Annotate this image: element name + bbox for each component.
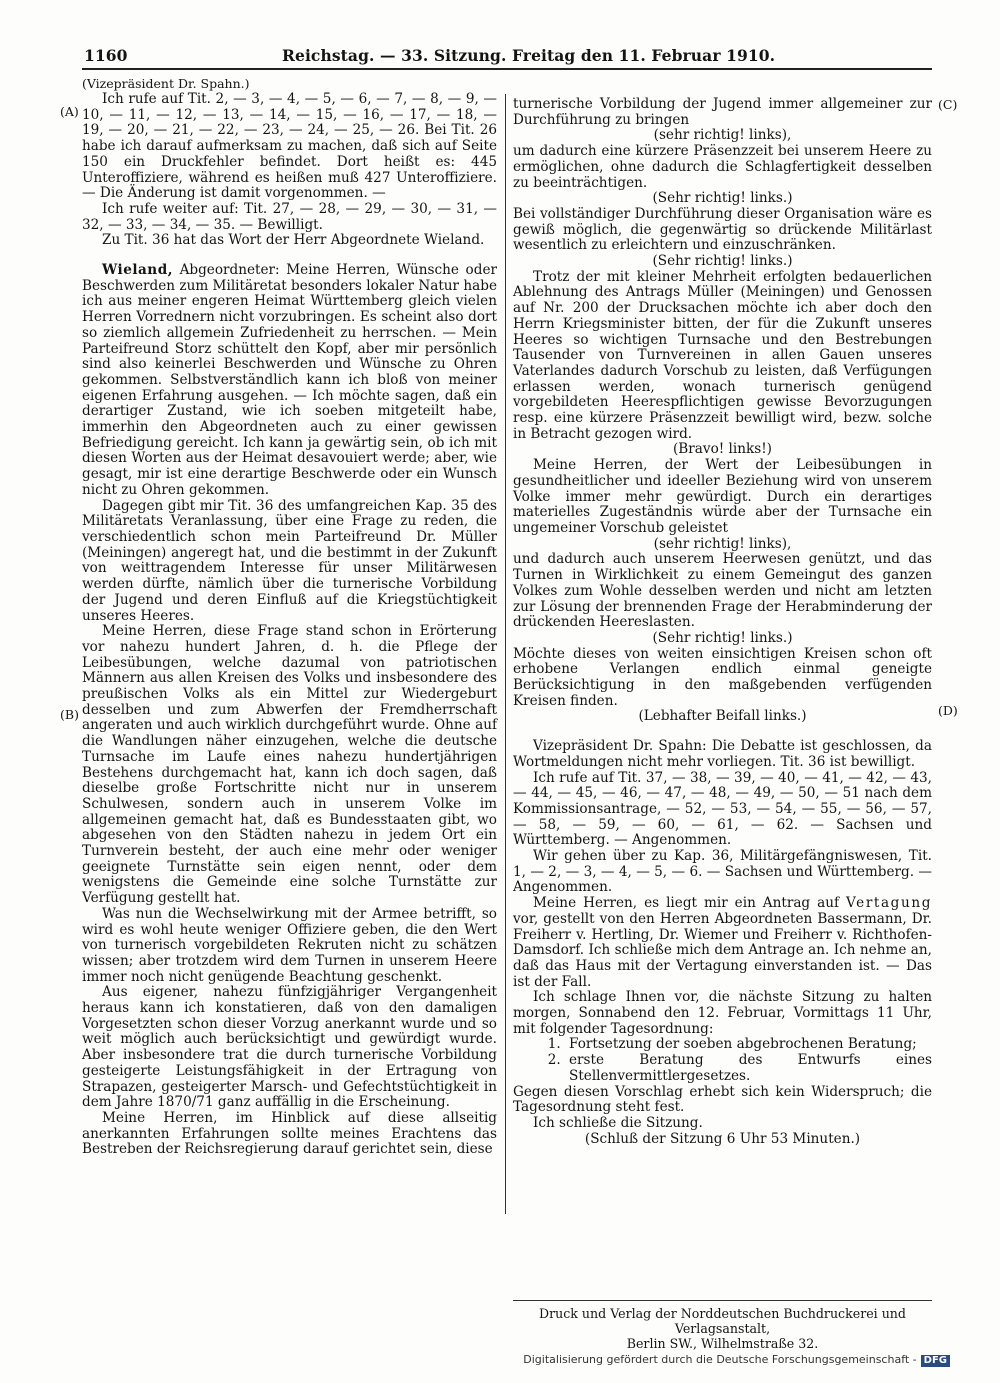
paragraph: Vizepräsident Dr. Spahn: Die Debatte ist geschlossen, da Wortmeldungen nicht mehr vorliegen. Tit. 36 ist bewilligt. — [513, 738, 932, 770]
right-column — [513, 97, 932, 1147]
margin-mark-b: (B) — [60, 707, 79, 722]
interjection: (Sehr richtig! links.) — [652, 253, 793, 270]
interjection: (Lebhafter Beifall links.) — [638, 708, 807, 725]
spacer — [513, 725, 932, 739]
column-divider — [505, 94, 506, 1214]
speaker-name: Wieland, — [102, 262, 173, 279]
speaker-context-line: (Vizepräsident Dr. Spahn.) — [82, 76, 250, 91]
paragraph: Zu Tit. 36 hat das Wort der Herr Abgeordnete Wieland. — [102, 232, 485, 249]
page-number: 1160 — [84, 46, 128, 65]
paragraph: Was nun die Wechselwirkung mit der Armee betrifft, so wird es wohl heute weniger Offiziere geben, die den Wert von turnerisch vorgebildeten Rekruten nicht zu schätzen wissen; aber trotzdem wird dem Turnen in unserem Heere immer noch nicht genügende Beachtung geschenkt. — [82, 905, 497, 985]
agenda-item: 2. erste Beratung des Entwurfs eines Stellenvermittlergesetzes. — [565, 1053, 932, 1084]
paragraph: Dagegen gibt mir Tit. 36 des umfangreichen Kap. 35 des Militäretats Veranlassung, über eine Frage zu reden, die verschiedentlich schon mein Parteifreund Dr. Müller (Meiningen) angeregt hat, und die bestimmt in der Zukunft von weittragendem Interesse für unser Militärwesen werden dürfte, nämlich über die turnerische Vorbildung der Jugend und deren Einfluß auf die Kriegstüchtigkeit unseres Heeres. — [82, 497, 497, 624]
speech-text: Abgeordneter: Meine Herren, Wünsche oder Beschwerden zum Militäretat besonders lokaler Natur habe ich aus meiner engeren Heimat Württemberg gleich vielen Herren Vorrednern nicht vorzubringen. Es scheint also dort so ziemlich allgemein Zufriedenheit zu herrschen. — Mein Parteifreund Storz schüttelt den Kopf, aber mir persönlich sind also keinerlei Beschwerden und Wünsche zu Ohren gekommen. Selbstverständlich kann ich bloß von meiner eigenen Erfahrung ausgehen. — Ich möchte sagen, daß ein derartiger Zustand, wie ich soeben mitgeteilt habe, immerhin den Abgeordneten auch zu einer gewissen Befriedigung gereicht. Ich kann ja gewärtig sein, ob ich mit diesen Worten aus der Heimat desavouiert werde; aber, wie gesagt, mir ist eine derartige Beschwerde oder ein Wunsch nicht zu Ohren gekommen. — [82, 262, 497, 498]
emphasized-word: Vertagung — [846, 895, 932, 912]
paragraph: Ich rufe auf Tit. 37, — 38, — 39, — 40, — 41, — 42, — 43, — 44, — 45, — 46, — 47, — 48, — 49, — 50, — 51 nach dem Kommissionsantrage, — 52, — 53, — 54, — 55, — 56, — 57, — 58, — 59, — 60, — 61, — 62. — Sachsen und Württemberg. — Angenommen. — [513, 769, 932, 849]
paragraph: Gegen diesen Vorschlag erhebt sich kein Widerspruch; die Tagesordnung steht fest. — [513, 1083, 932, 1116]
footer-text: Digitalisierung gefördert durch die Deutsche Forschungsgemeinschaft - — [523, 1353, 917, 1366]
paragraph: Meine Herren, der Wert der Leibesübungen in gesundheitlicher und ideeller Beziehung wird von unserem Volke immer mehr gewürdigt. Durch ein derartiges materielles Zugeständnis würde aber der Turnsache ein ungemeiner Vorschub geleistet — [513, 457, 932, 536]
session-close: (Schluß der Sitzung 6 Uhr 53 Minuten.) — [584, 1130, 861, 1147]
paragraph: Meine Herren, diese Frage stand schon in Erörterung vor nahezu hundert Jahren, d. h. die Pflege der Leibesübungen, welche dazumal von patriotischen Männern aus allen Kreisen des Volks und insbesondere des preußischen Volks als ein Mittel zur Wiedergeburt desselben und zum Abwerfen der Fremdherrschaft angeraten und auch wirklich durchgeführt wurde. Ohne auf die Wandlungen näher einzugehen, welche die deutsche Turnsache im Laufe eines nahezu hundertjährigen Bestehens durchgemacht hat, kann ich doch sagen, daß dieselbe große Fortschritte nicht nur in unserem Schulwesen, sondern auch in unserem Volke im allgemeinen gemacht hat, daß es Bundesstaaten gibt, wo abgesehen von den Städten nahezu in jedem Ort ein Turnverein besteht, der auch eine mehr oder weniger geeignete Turnstätte sein eigen nennt, oder dem wenigstens die Gemeinde eine solche Turnstätte zur Verfügung gestellt hat. — [82, 623, 497, 907]
paragraph: Aus eigener, nahezu fünfzigjähriger Vergangenheit heraus kann ich konstatieren, daß von den damaligen Vorgesetzten schon dieser Vorzug anerkannt wurde und so weit möglich auch berücksichtigt und gewürdigt wurde. Aber insbesondere trat die durch turnerische Vorbildung gesteigerte Leistungsfähigkeit in der Ertragung von Strapazen, gesteigerter Marsch- und Gefechtstüchtigkeit in dem Jahre 1870/71 ganz auffällig in die Erscheinung. — [82, 984, 497, 1111]
imprint — [513, 1300, 932, 1351]
paragraph: Bei vollständiger Durchführung dieser Organisation wäre es gewiß möglich, die gegenwärtig so drückende Militärlast wesentlich zu erleichtern und einzuschränken. — [513, 205, 932, 254]
left-column — [82, 76, 497, 1158]
running-head: Reichstag. — 33. Sitzung. Freitag den 11. Februar 1910. — [282, 46, 776, 65]
paragraph: Wir gehen über zu Kap. 36, Militärgefängniswesen, Tit. 1, — 2, — 3, — 4, — 5, — 6. — Sachsen und Württemberg. — Angenommen. — [513, 848, 932, 896]
margin-mark-c: (C) — [938, 97, 958, 112]
margin-mark-a: (A) — [60, 104, 79, 119]
paragraph: Möchte dieses von weiten einsichtigen Kreisen schon oft erhobene Verlangen endlich einmal geneigte Berücksichtigung in den maßgebenden verfügenden Kreisen finden. — [513, 645, 932, 709]
paragraph: Ich schließe die Sitzung. — [533, 1115, 703, 1131]
paragraph: Meine Herren, im Hinblick auf diese allseitig anerkannten Erfahrungen sollte meines Erachtens das Bestreben der Reichsregierung darauf gerichtet sein, diese — [82, 1110, 497, 1158]
speech-opening — [82, 263, 497, 499]
dfg-logo: DFG — [921, 1355, 950, 1367]
text-run: Meine Herren, es liegt mir ein Antrag auf — [533, 895, 846, 912]
paragraph: Trotz der mit kleiner Mehrheit erfolgten bedauerlichen Ablehnung des Antrags Müller (Meiningen) und Genossen auf Nr. 200 der Drucksachen möchte ich aber doch den Herrn Kriegsminister bitten, der für die Zukunft unseres Heeres so wichtigen Turnsache und den Bestrebungen Tausender von Turnvereinen in allen Gauen unseres Vaterlandes dadurch Vorschub zu leisten, daß Verfügungen erlassen werden, wonach turnerisch genügend vorgebildeten Heerespflichtigen gewisse Bevorzugungen resp. eine kürzere Präsenzzeit bewilligt wird, bezw. solche in Betracht gezogen wird. — [513, 268, 932, 442]
interjection: (sehr richtig! links), — [653, 127, 792, 144]
paragraph: Ich rufe weiter auf: Tit. 27, — 28, — 29, — 30, — 31, — 32, — 33, — 34, — 35. — Bewilligt. — [82, 200, 497, 233]
interjection: (Sehr richtig! links.) — [652, 629, 793, 646]
paragraph — [513, 896, 932, 990]
interjection: (Bravo! links!) — [673, 441, 772, 458]
agenda-list — [513, 1037, 932, 1084]
interjection: (Sehr richtig! links.) — [652, 190, 793, 207]
margin-mark-d: (D) — [938, 703, 958, 718]
agenda-item: 1. Fortsetzung der soeben abgebrochenen Beratung; — [565, 1037, 932, 1053]
text-run: vor, gestellt von den Herren Abgeordneten Bassermann, Dr. Freiherr v. Hertling, Dr. Wiemer und Freiherr v. Richthofen-Damsdorf. Ich schließe mich dem Antrage an. Ich nehme an, daß das Haus mit der Vertagung einverstanden ist. — Das ist der Fall. — [513, 910, 932, 990]
digitization-footer — [523, 1353, 950, 1367]
paragraph: um dadurch eine kürzere Präsenzzeit bei unserem Heere zu ermöglichen, ohne dadurch die Schlagfertigkeit desselben zu beeinträchtigen. — [513, 143, 932, 191]
paragraph: Ich schlage Ihnen vor, die nächste Sitzung zu halten morgen, Sonnabend den 12. Februar, Vormittags 11 Uhr, mit folgender Tagesordnung: — [513, 989, 932, 1037]
imprint-line: Berlin SW., Wilhelmstraße 32. — [626, 1336, 819, 1351]
interjection: (sehr richtig! links), — [653, 535, 792, 552]
page-header — [82, 44, 932, 70]
imprint-line: Druck und Verlag der Norddeutschen Buchdruckerei und Verlagsanstalt, — [539, 1306, 906, 1336]
paragraph: Ich rufe auf Tit. 2, — 3, — 4, — 5, — 6, — 7, — 8, — 9, — 10, — 11, — 12, — 13, — 14, — 15, — 16, — 17, — 18, — 19, — 20, — 21, — 22, — 23, — 24, — 25, — 26. Bei Tit. 26 habe ich darauf aufmerksam zu machen, daß sich auf Seite 150 ein Druckfehler befindet. Dort heißt es: 445 Unteroffiziere, während es heißen muß 427 Unteroffiziere. — Die Änderung ist damit vorgenommen. — — [82, 91, 497, 202]
paragraph: turnerische Vorbildung der Jugend immer allgemeiner zur Durchführung zu bringen — [513, 96, 932, 128]
paragraph: und dadurch auch unserem Heerwesen genützt, und das Turnen in Wirklichkeit zu einem Gemeingut des ganzen Volkes zum Wohle desselben werden und nicht am letzten zur Lösung der brennenden Frage der Herabminderung der drückenden Heereslasten. — [513, 551, 932, 631]
spacer — [82, 249, 497, 263]
